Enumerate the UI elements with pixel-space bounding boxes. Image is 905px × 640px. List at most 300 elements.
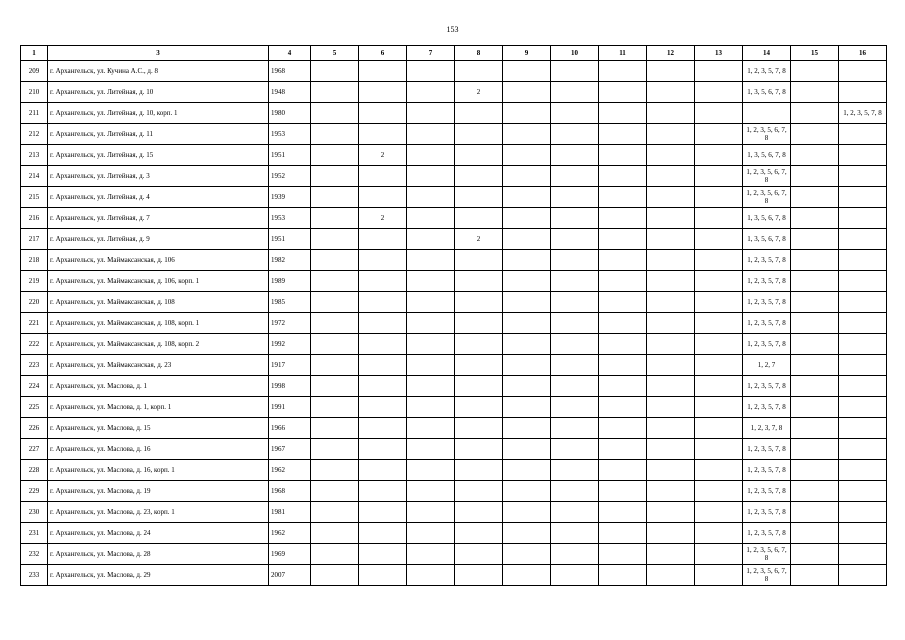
column-15-cell <box>791 355 839 376</box>
column-16-cell <box>839 208 887 229</box>
column-10-cell <box>551 460 599 481</box>
column-12-cell <box>647 502 695 523</box>
table-row <box>21 334 887 355</box>
column-14-cell: 1, 2, 3, 5, 6, 7, 8 <box>743 187 791 208</box>
column-header: 7 <box>407 46 455 61</box>
column-12-cell <box>647 166 695 187</box>
column-16-cell <box>839 124 887 145</box>
column-7-cell <box>407 208 455 229</box>
column-14-cell: 1, 2, 3, 5, 7, 8 <box>743 439 791 460</box>
column-5-cell <box>311 439 359 460</box>
column-13-cell <box>695 292 743 313</box>
year-cell: 1981 <box>269 502 311 523</box>
column-15-cell <box>791 271 839 292</box>
column-15-cell <box>791 523 839 544</box>
column-5-cell <box>311 523 359 544</box>
address-cell: г. Архангельск, ул. Литейная, д. 4 <box>48 187 269 208</box>
column-16-cell: 1, 2, 3, 5, 7, 8 <box>839 103 887 124</box>
column-15-cell <box>791 376 839 397</box>
column-10-cell <box>551 271 599 292</box>
column-12-cell <box>647 418 695 439</box>
column-14-cell: 1, 3, 5, 6, 7, 8 <box>743 229 791 250</box>
column-6-cell <box>359 397 407 418</box>
column-15-cell <box>791 229 839 250</box>
column-14-cell: 1, 2, 3, 5, 7, 8 <box>743 523 791 544</box>
column-14-cell: 1, 2, 3, 5, 6, 7, 8 <box>743 166 791 187</box>
column-16-cell <box>839 376 887 397</box>
column-12-cell <box>647 250 695 271</box>
column-8-cell <box>455 418 503 439</box>
row-number-cell: 211 <box>21 103 48 124</box>
column-11-cell <box>599 124 647 145</box>
column-14-cell: 1, 3, 5, 6, 7, 8 <box>743 82 791 103</box>
column-13-cell <box>695 145 743 166</box>
address-cell: г. Архангельск, ул. Литейная, д. 10 <box>48 82 269 103</box>
year-cell: 1991 <box>269 397 311 418</box>
column-11-cell <box>599 355 647 376</box>
column-9-cell <box>503 460 551 481</box>
table-row <box>21 145 887 166</box>
column-8-cell <box>455 523 503 544</box>
column-5-cell <box>311 124 359 145</box>
column-13-cell <box>695 187 743 208</box>
column-9-cell <box>503 481 551 502</box>
column-13-cell <box>695 208 743 229</box>
column-12-cell <box>647 376 695 397</box>
column-12-cell <box>647 208 695 229</box>
column-12-cell <box>647 544 695 565</box>
address-cell: г. Архангельск, ул. Маймаксанская, д. 106 <box>48 250 269 271</box>
column-10-cell <box>551 292 599 313</box>
column-7-cell <box>407 439 455 460</box>
row-number-cell: 218 <box>21 250 48 271</box>
column-5-cell <box>311 355 359 376</box>
column-15-cell <box>791 187 839 208</box>
column-14-cell: 1, 3, 5, 6, 7, 8 <box>743 208 791 229</box>
column-10-cell <box>551 250 599 271</box>
column-12-cell <box>647 229 695 250</box>
row-number-cell: 227 <box>21 439 48 460</box>
table-row <box>21 418 887 439</box>
address-cell: г. Архангельск, ул. Маймаксанская, д. 108 <box>48 292 269 313</box>
page-number: 153 <box>446 25 459 34</box>
column-10-cell <box>551 208 599 229</box>
column-5-cell <box>311 271 359 292</box>
column-6-cell <box>359 250 407 271</box>
column-9-cell <box>503 418 551 439</box>
column-16-cell <box>839 292 887 313</box>
table-row <box>21 502 887 523</box>
column-9-cell <box>503 103 551 124</box>
column-6-cell <box>359 103 407 124</box>
column-13-cell <box>695 103 743 124</box>
column-15-cell <box>791 82 839 103</box>
column-header: 11 <box>599 46 647 61</box>
year-cell: 1968 <box>269 61 311 82</box>
column-11-cell <box>599 334 647 355</box>
row-number-cell: 210 <box>21 82 48 103</box>
column-14-cell: 1, 2, 3, 5, 7, 8 <box>743 292 791 313</box>
column-11-cell <box>599 82 647 103</box>
column-14-cell: 1, 2, 3, 5, 7, 8 <box>743 481 791 502</box>
row-number-cell: 216 <box>21 208 48 229</box>
row-number-cell: 224 <box>21 376 48 397</box>
column-9-cell <box>503 145 551 166</box>
column-header: 1 <box>21 46 48 61</box>
column-10-cell <box>551 481 599 502</box>
year-cell: 1951 <box>269 229 311 250</box>
column-13-cell <box>695 523 743 544</box>
table-row <box>21 250 887 271</box>
column-6-cell <box>359 460 407 481</box>
column-9-cell <box>503 61 551 82</box>
column-11-cell <box>599 397 647 418</box>
column-16-cell <box>839 187 887 208</box>
column-15-cell <box>791 397 839 418</box>
table-body <box>21 61 887 586</box>
column-11-cell <box>599 313 647 334</box>
address-cell: г. Архангельск, ул. Маймаксанская, д. 108, корп. 2 <box>48 334 269 355</box>
address-cell: г. Архангельск, ул. Маймаксанская, д. 106, корп. 1 <box>48 271 269 292</box>
column-7-cell <box>407 334 455 355</box>
column-9-cell <box>503 187 551 208</box>
table-row <box>21 397 887 418</box>
column-9-cell <box>503 355 551 376</box>
column-7-cell <box>407 61 455 82</box>
row-number-cell: 233 <box>21 565 48 586</box>
column-14-cell: 1, 2, 3, 5, 7, 8 <box>743 250 791 271</box>
column-10-cell <box>551 166 599 187</box>
column-12-cell <box>647 82 695 103</box>
column-6-cell <box>359 229 407 250</box>
column-7-cell <box>407 313 455 334</box>
row-number-cell: 226 <box>21 418 48 439</box>
row-number-cell: 213 <box>21 145 48 166</box>
table-row <box>21 376 887 397</box>
row-number-cell: 222 <box>21 334 48 355</box>
year-cell: 1939 <box>269 187 311 208</box>
column-13-cell <box>695 229 743 250</box>
column-6-cell <box>359 334 407 355</box>
column-14-cell: 1, 2, 3, 5, 7, 8 <box>743 334 791 355</box>
column-14-cell: 1, 2, 7 <box>743 355 791 376</box>
column-8-cell <box>455 166 503 187</box>
year-cell: 1985 <box>269 292 311 313</box>
column-14-cell: 1, 2, 3, 5, 7, 8 <box>743 376 791 397</box>
column-5-cell <box>311 103 359 124</box>
row-number-cell: 225 <box>21 397 48 418</box>
row-number-cell: 223 <box>21 355 48 376</box>
column-8-cell <box>455 61 503 82</box>
column-header: 6 <box>359 46 407 61</box>
column-5-cell <box>311 565 359 586</box>
column-header: 14 <box>743 46 791 61</box>
column-10-cell <box>551 82 599 103</box>
column-header: 5 <box>311 46 359 61</box>
column-7-cell <box>407 355 455 376</box>
year-cell: 1966 <box>269 418 311 439</box>
table-row <box>21 355 887 376</box>
column-9-cell <box>503 439 551 460</box>
column-9-cell <box>503 208 551 229</box>
column-5-cell <box>311 313 359 334</box>
column-header: 8 <box>455 46 503 61</box>
column-5-cell <box>311 544 359 565</box>
column-15-cell <box>791 502 839 523</box>
column-15-cell <box>791 313 839 334</box>
column-header: 4 <box>269 46 311 61</box>
year-cell: 1962 <box>269 523 311 544</box>
column-16-cell <box>839 460 887 481</box>
column-16-cell <box>839 145 887 166</box>
column-10-cell <box>551 376 599 397</box>
column-16-cell <box>839 418 887 439</box>
column-6-cell <box>359 313 407 334</box>
column-8-cell <box>455 397 503 418</box>
column-6-cell <box>359 355 407 376</box>
column-6-cell <box>359 166 407 187</box>
column-5-cell <box>311 502 359 523</box>
year-cell: 2007 <box>269 565 311 586</box>
column-8-cell <box>455 292 503 313</box>
address-cell: г. Архангельск, ул. Литейная, д. 3 <box>48 166 269 187</box>
year-cell: 1917 <box>269 355 311 376</box>
column-13-cell <box>695 418 743 439</box>
column-6-cell <box>359 187 407 208</box>
table-row <box>21 187 887 208</box>
row-number-cell: 228 <box>21 460 48 481</box>
column-10-cell <box>551 523 599 544</box>
column-14-cell: 1, 2, 3, 5, 7, 8 <box>743 397 791 418</box>
column-11-cell <box>599 187 647 208</box>
column-7-cell <box>407 481 455 502</box>
column-8-cell <box>455 103 503 124</box>
column-15-cell <box>791 418 839 439</box>
column-11-cell <box>599 292 647 313</box>
column-11-cell <box>599 208 647 229</box>
data-table <box>20 45 887 586</box>
table-row <box>21 124 887 145</box>
column-10-cell <box>551 313 599 334</box>
column-5-cell <box>311 208 359 229</box>
column-16-cell <box>839 502 887 523</box>
column-7-cell <box>407 187 455 208</box>
column-8-cell <box>455 355 503 376</box>
column-7-cell <box>407 250 455 271</box>
column-16-cell <box>839 439 887 460</box>
column-10-cell <box>551 565 599 586</box>
column-11-cell <box>599 439 647 460</box>
column-13-cell <box>695 439 743 460</box>
column-14-cell: 1, 2, 3, 5, 7, 8 <box>743 502 791 523</box>
column-13-cell <box>695 166 743 187</box>
column-16-cell <box>839 313 887 334</box>
column-12-cell <box>647 481 695 502</box>
year-cell: 1967 <box>269 439 311 460</box>
year-cell: 1980 <box>269 103 311 124</box>
column-5-cell <box>311 292 359 313</box>
table-row <box>21 439 887 460</box>
column-16-cell <box>839 271 887 292</box>
column-11-cell <box>599 271 647 292</box>
row-number-cell: 231 <box>21 523 48 544</box>
column-14-cell: 1, 2, 3, 5, 6, 7, 8 <box>743 124 791 145</box>
column-12-cell <box>647 355 695 376</box>
column-10-cell <box>551 544 599 565</box>
column-13-cell <box>695 61 743 82</box>
column-15-cell <box>791 334 839 355</box>
column-7-cell <box>407 166 455 187</box>
column-16-cell <box>839 166 887 187</box>
column-16-cell <box>839 397 887 418</box>
column-10-cell <box>551 61 599 82</box>
address-cell: г. Архангельск, ул. Маймаксанская, д. 108, корп. 1 <box>48 313 269 334</box>
row-number-cell: 230 <box>21 502 48 523</box>
column-12-cell <box>647 460 695 481</box>
column-8-cell <box>455 250 503 271</box>
column-15-cell <box>791 544 839 565</box>
column-11-cell <box>599 544 647 565</box>
year-cell: 1998 <box>269 376 311 397</box>
column-9-cell <box>503 292 551 313</box>
column-9-cell <box>503 544 551 565</box>
table-row <box>21 229 887 250</box>
column-13-cell <box>695 271 743 292</box>
column-header: 10 <box>551 46 599 61</box>
column-7-cell <box>407 544 455 565</box>
column-15-cell <box>791 250 839 271</box>
column-header: 15 <box>791 46 839 61</box>
column-8-cell <box>455 565 503 586</box>
column-5-cell <box>311 334 359 355</box>
column-14-cell: 1, 2, 3, 5, 7, 8 <box>743 313 791 334</box>
column-5-cell <box>311 187 359 208</box>
column-12-cell <box>647 334 695 355</box>
column-14-cell: 1, 2, 3, 5, 6, 7, 8 <box>743 565 791 586</box>
column-9-cell <box>503 313 551 334</box>
year-cell: 1989 <box>269 271 311 292</box>
column-7-cell <box>407 103 455 124</box>
column-8-cell <box>455 481 503 502</box>
column-13-cell <box>695 124 743 145</box>
column-11-cell <box>599 229 647 250</box>
table-row <box>21 271 887 292</box>
column-9-cell <box>503 397 551 418</box>
column-15-cell <box>791 292 839 313</box>
column-11-cell <box>599 481 647 502</box>
address-cell: г. Архангельск, ул. Литейная, д. 10, корп. 1 <box>48 103 269 124</box>
column-15-cell <box>791 208 839 229</box>
address-cell: г. Архангельск, ул. Литейная, д. 15 <box>48 145 269 166</box>
year-cell: 1953 <box>269 124 311 145</box>
year-cell: 1952 <box>269 166 311 187</box>
column-8-cell <box>455 334 503 355</box>
column-13-cell <box>695 502 743 523</box>
column-16-cell <box>839 523 887 544</box>
column-header: 12 <box>647 46 695 61</box>
column-8-cell <box>455 271 503 292</box>
column-8-cell: 2 <box>455 82 503 103</box>
column-11-cell <box>599 103 647 124</box>
year-cell: 1968 <box>269 481 311 502</box>
table-row <box>21 103 887 124</box>
column-7-cell <box>407 523 455 544</box>
column-12-cell <box>647 313 695 334</box>
column-5-cell <box>311 82 359 103</box>
column-7-cell <box>407 502 455 523</box>
column-15-cell <box>791 145 839 166</box>
table-row <box>21 82 887 103</box>
row-number-cell: 232 <box>21 544 48 565</box>
column-14-cell: 1, 3, 5, 6, 7, 8 <box>743 145 791 166</box>
year-cell: 1969 <box>269 544 311 565</box>
column-9-cell <box>503 82 551 103</box>
year-cell: 1951 <box>269 145 311 166</box>
column-9-cell <box>503 124 551 145</box>
table-row <box>21 313 887 334</box>
column-12-cell <box>647 523 695 544</box>
column-9-cell <box>503 250 551 271</box>
column-14-cell: 1, 2, 3, 5, 7, 8 <box>743 61 791 82</box>
column-13-cell <box>695 460 743 481</box>
column-14-cell: 1, 2, 3, 7, 8 <box>743 418 791 439</box>
row-number-cell: 219 <box>21 271 48 292</box>
address-cell: г. Архангельск, ул. Маймаксанская, д. 23 <box>48 355 269 376</box>
row-number-cell: 215 <box>21 187 48 208</box>
column-6-cell <box>359 82 407 103</box>
year-cell: 1982 <box>269 250 311 271</box>
column-13-cell <box>695 397 743 418</box>
column-15-cell <box>791 481 839 502</box>
column-8-cell <box>455 460 503 481</box>
column-12-cell <box>647 271 695 292</box>
column-5-cell <box>311 376 359 397</box>
column-13-cell <box>695 355 743 376</box>
column-6-cell: 2 <box>359 145 407 166</box>
column-13-cell <box>695 82 743 103</box>
address-cell: г. Архангельск, ул. Маслова, д. 1 <box>48 376 269 397</box>
row-number-cell: 220 <box>21 292 48 313</box>
column-10-cell <box>551 145 599 166</box>
column-13-cell <box>695 544 743 565</box>
column-14-cell <box>743 103 791 124</box>
column-12-cell <box>647 61 695 82</box>
column-10-cell <box>551 124 599 145</box>
column-13-cell <box>695 376 743 397</box>
column-9-cell <box>503 166 551 187</box>
column-13-cell <box>695 313 743 334</box>
address-cell: г. Архангельск, ул. Литейная, д. 9 <box>48 229 269 250</box>
column-11-cell <box>599 502 647 523</box>
table-row <box>21 61 887 82</box>
address-cell: г. Архангельск, ул. Маслова, д. 1, корп. 1 <box>48 397 269 418</box>
column-10-cell <box>551 502 599 523</box>
column-header: 9 <box>503 46 551 61</box>
column-12-cell <box>647 124 695 145</box>
column-5-cell <box>311 166 359 187</box>
column-9-cell <box>503 523 551 544</box>
row-number-cell: 221 <box>21 313 48 334</box>
column-6-cell <box>359 565 407 586</box>
address-cell: г. Архангельск, ул. Маслова, д. 28 <box>48 544 269 565</box>
column-10-cell <box>551 397 599 418</box>
column-7-cell <box>407 565 455 586</box>
column-7-cell <box>407 271 455 292</box>
column-header: 13 <box>695 46 743 61</box>
address-cell: г. Архангельск, ул. Маслова, д. 19 <box>48 481 269 502</box>
column-14-cell: 1, 2, 3, 5, 6, 7, 8 <box>743 544 791 565</box>
column-12-cell <box>647 292 695 313</box>
